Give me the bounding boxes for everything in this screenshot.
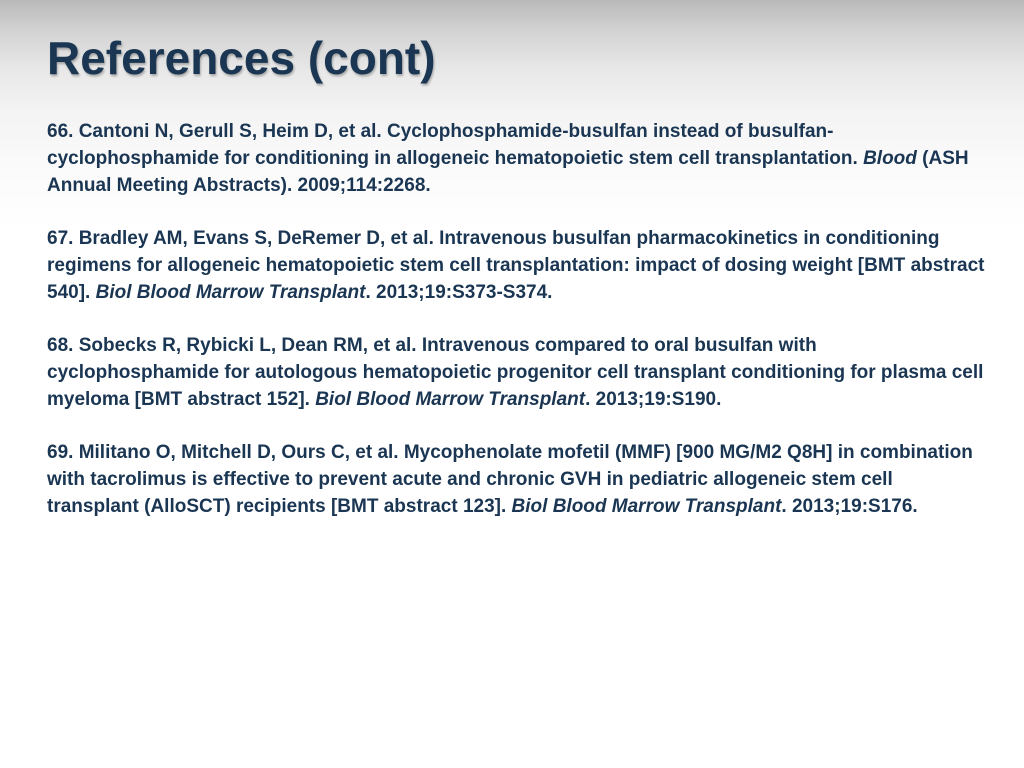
journal-name: Biol Blood Marrow Transplant [511,496,782,517]
journal-name: Biol Blood Marrow Transplant [95,282,366,303]
reference-citation: . 2013;19:S176. [781,496,918,517]
reference-citation: . 2013;19:S373-S374. [365,282,553,303]
reference-text: 66. Cantoni N, Gerull S, Heim D, et al. Cyclophosphamide-busulfan instead of busulfan-cyclophosphamide for conditioning in allogeneic hematopoietic stem cell transplantation. [47,121,864,169]
reference-item-66 [47,118,987,199]
slide-title: References (cont) [47,32,436,84]
reference-item-68 [47,332,987,413]
reference-list [47,118,987,546]
reference-text: 68. Sobecks R, Rybicki L, Dean RM, et al. Intravenous compared to oral busulfan with cyclophosphamide for autologous hematopoietic progenitor cell transplant conditioning for plasma cell myeloma [BMT abstract 152]. [47,335,984,410]
reference-citation: . 2013;19:S190. [585,389,722,410]
journal-name: Blood [863,148,917,169]
reference-text: 67. Bradley AM, Evans S, DeRemer D, et al. Intravenous busulfan pharmacokinetics in conditioning regimens for allogeneic hematopoietic stem cell transplantation: impact of dosing weight [BMT abstract 540]. [47,228,985,303]
reference-citation: (ASH Annual Meeting Abstracts). 2009;114:2268. [47,148,969,196]
reference-item-67 [47,225,987,306]
reference-text: 69. Militano O, Mitchell D, Ours C, et al. Mycophenolate mofetil (MMF) [900 MG/M2 Q8H] in combination with tacrolimus is effective to prevent acute and chronic GVH in pediatric allogeneic stem cell transplant (AlloSCT) recipients [BMT abstract 123]. [47,442,973,517]
reference-item-69 [47,439,987,520]
journal-name: Biol Blood Marrow Transplant [315,389,586,410]
